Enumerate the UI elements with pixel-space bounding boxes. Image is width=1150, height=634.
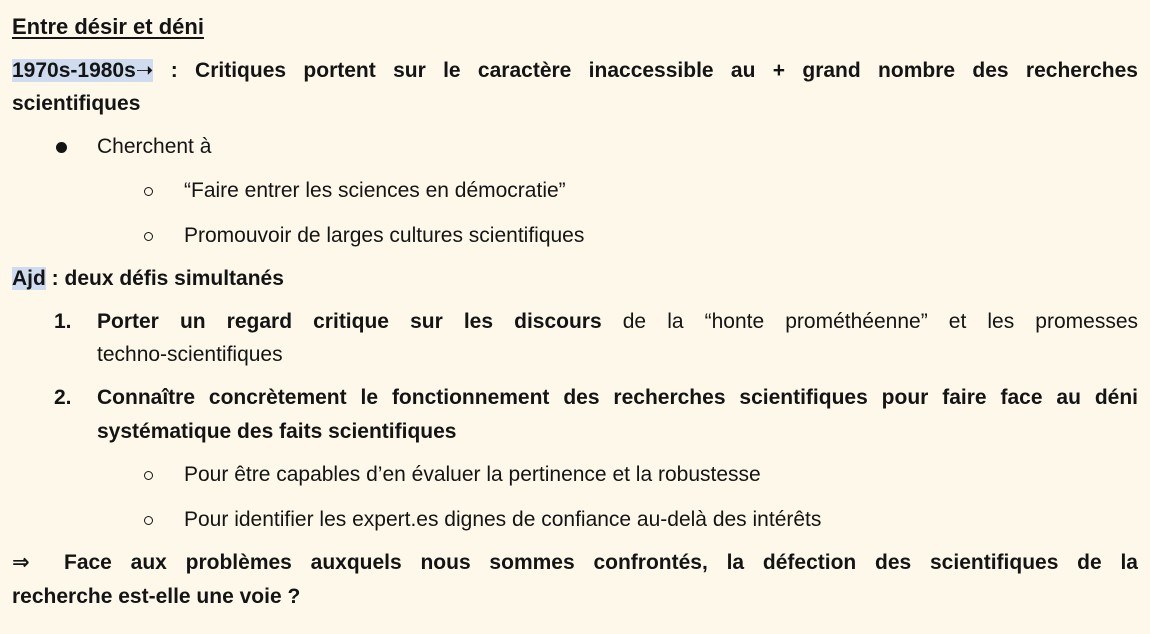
bullet-circle-icon <box>144 471 153 480</box>
section1-heading-text: : Critiques portent sur le caractère inaccessible au + grand nombre des recherches <box>153 59 1138 82</box>
bullet-circle-icon <box>144 516 153 525</box>
section1-heading-line2: scientifiques <box>12 92 141 115</box>
list-number: 2. <box>54 386 72 409</box>
section2-heading <box>12 262 284 296</box>
numbered-item-line1 <box>97 305 1138 339</box>
ajd-highlight: Ajd <box>12 267 46 290</box>
conclusion-line1: Face aux problèmes auxquels nous sommes confrontés, la défection des scientifiques de la <box>64 551 1138 574</box>
section2-heading-text: : deux défis simultanés <box>45 267 284 290</box>
arrow-icon: ⇒ <box>12 551 30 574</box>
sub-list-item: Pour identifier les expert.es dignes de confiance au-delà des intérêts <box>184 508 822 531</box>
page-title: Entre désir et déni <box>12 14 204 39</box>
period-highlight: 1970s-1980s➝ <box>12 59 154 82</box>
sub-list-item: “Faire entrer les sciences en démocratie” <box>184 179 566 202</box>
bullet-item: Cherchent à <box>97 135 212 158</box>
list-number: 1. <box>54 310 72 333</box>
numbered-item-rest: de la “honte prométhéenne” et les promesses <box>601 310 1139 333</box>
section1-heading-line1 <box>12 54 1138 88</box>
numbered-item-line2: systématique des faits scientifiques <box>97 420 457 443</box>
numbered-item-line2: techno-scientifiques <box>97 343 283 366</box>
sub-list-item: Promouvoir de larges cultures scientifiques <box>184 224 585 247</box>
bullet-disc-icon <box>56 142 67 153</box>
bullet-circle-icon <box>144 187 153 196</box>
conclusion-line2: recherche est-elle une voie ? <box>12 585 301 608</box>
numbered-item-line1: Connaître concrètement le fonctionnement des recherches scientifiques pour faire face au déni <box>97 386 1138 409</box>
bullet-circle-icon <box>144 232 153 241</box>
numbered-item-bold: Porter un regard critique sur les discours <box>97 310 602 333</box>
sub-list-item: Pour être capables d’en évaluer la pertinence et la robustesse <box>184 463 761 486</box>
